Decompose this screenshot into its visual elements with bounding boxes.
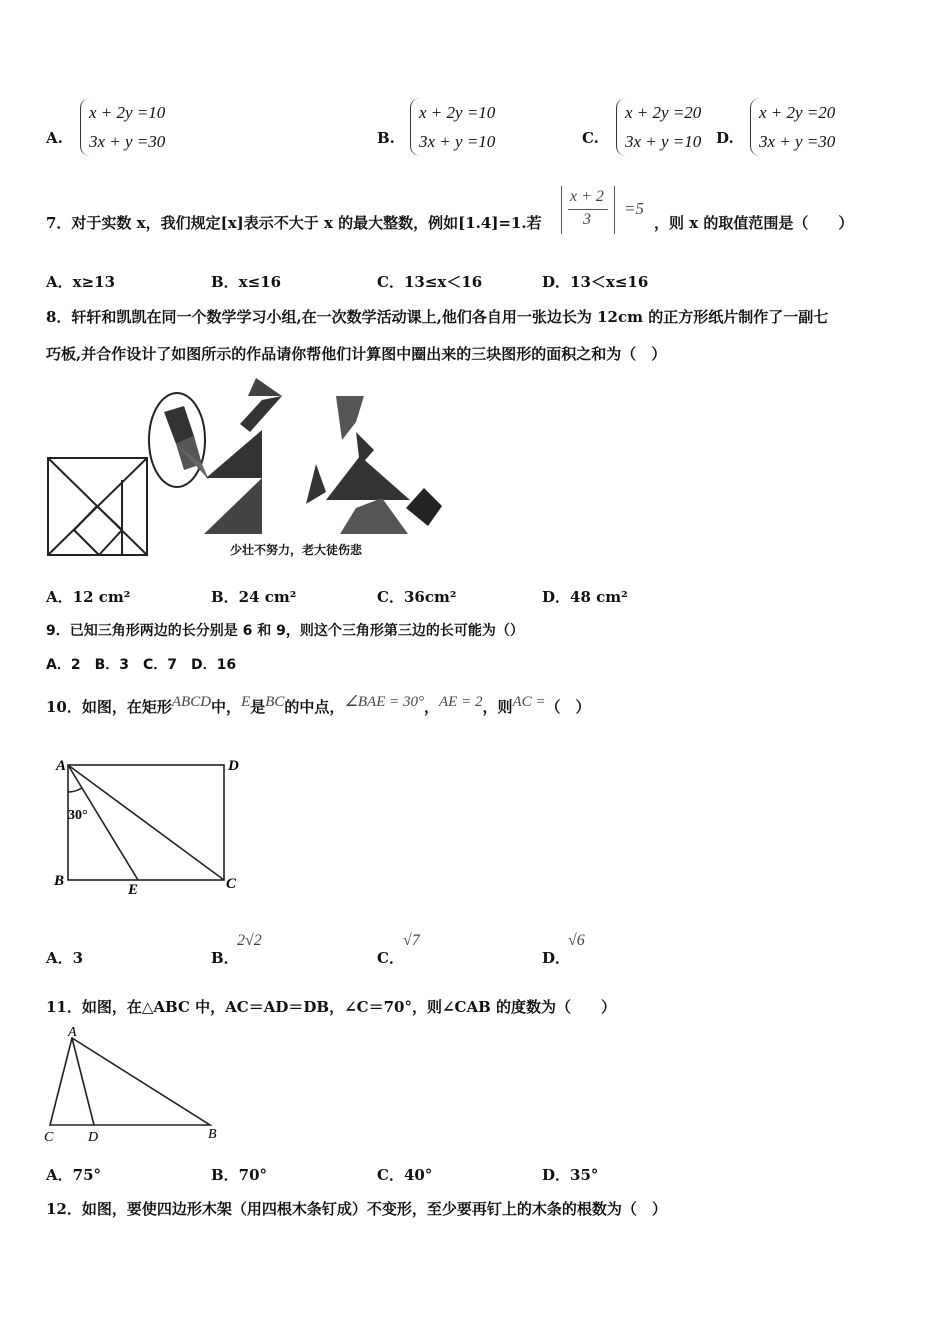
q7-option-a: A．x≥13 bbox=[46, 273, 116, 291]
tangram-piece bbox=[326, 456, 410, 500]
label-c: C bbox=[226, 876, 237, 892]
q7-equals: =5 bbox=[624, 199, 644, 218]
label-b: B bbox=[54, 873, 65, 889]
q7-text: 7．对于实数 x，我们规定[x]表示不大于 x 的最大整数，例如[1.4]=1.若 bbox=[46, 214, 542, 232]
tangram-piece bbox=[204, 478, 262, 534]
q10-math: AE = 2 bbox=[439, 694, 483, 710]
q8-option-c: C．36cm² bbox=[377, 588, 457, 606]
equation: x + 2y =20 bbox=[759, 103, 836, 122]
angle-label: 30° bbox=[68, 808, 88, 823]
q8-caption: 少壮不努力，老大徒伤悲 bbox=[230, 543, 363, 557]
tangram-piece bbox=[240, 396, 282, 432]
equation: 3x + y =10 bbox=[625, 132, 702, 151]
label-a: A bbox=[56, 758, 67, 774]
q10-option-b: B． bbox=[211, 949, 239, 967]
q8-option-d: D．48 cm² bbox=[542, 588, 628, 606]
q10-text: 10．如图，在矩形 bbox=[46, 698, 172, 716]
tangram-piece bbox=[306, 464, 326, 504]
q8-text-line1: 8．轩轩和凯凯在同一个数学学习小组,在一次数学活动课上,他们各自用一张边长为 12cm 的正方形纸片制作了一副七 bbox=[46, 308, 829, 326]
tangram-piece bbox=[248, 378, 282, 396]
q6-option-d-label: D. bbox=[716, 129, 734, 147]
q10-text: （ ） bbox=[545, 698, 591, 716]
fraction-bar bbox=[568, 209, 608, 210]
q6-option-d-system bbox=[750, 98, 835, 156]
q7-floor-bracket bbox=[561, 186, 615, 234]
q6-option-a-system bbox=[80, 98, 165, 156]
label-d: D bbox=[88, 1130, 99, 1145]
q7-frac-denominator: 3 bbox=[583, 211, 591, 228]
equation: 3x + y =30 bbox=[89, 132, 166, 151]
equation: x + 2y =20 bbox=[625, 103, 702, 122]
q10-option-b-value: 2√2 bbox=[237, 932, 262, 949]
q8-option-b: B．24 cm² bbox=[211, 588, 297, 606]
label-c: C bbox=[44, 1130, 54, 1145]
q10-text: ，则 bbox=[482, 698, 513, 716]
label-e: E bbox=[128, 882, 139, 898]
q12-text: 12．如图，要使四边形木架（用四根木条钉成）不变形，至少要再钉上的木条的根数为（ ） bbox=[46, 1200, 667, 1218]
label-a: A bbox=[68, 1025, 77, 1040]
q10-rectangle-figure bbox=[44, 752, 254, 902]
q10-math: ∠BAE = 30° bbox=[344, 694, 424, 710]
q10-option-d: D． bbox=[542, 949, 571, 967]
q10-question bbox=[46, 696, 591, 717]
q9-options: A．2 B．3 C．7 D．16 bbox=[46, 657, 237, 673]
q11-option-b: B．70° bbox=[211, 1166, 268, 1184]
equation: x + 2y =10 bbox=[89, 103, 166, 122]
q10-text: 中， bbox=[211, 698, 242, 716]
q10-option-a: A．3 bbox=[46, 949, 84, 967]
q10-text: 的中点， bbox=[284, 698, 345, 716]
q10-option-c: C． bbox=[377, 949, 404, 967]
q6-option-c-system bbox=[616, 98, 701, 156]
q11-option-a: A．75° bbox=[46, 1166, 102, 1184]
q7-option-b: B．x≤16 bbox=[211, 273, 282, 291]
q8-text-line2: 巧板,并合作设计了如图所示的作品请你帮他们计算图中圈出来的三块图形的面积之和为（ ） bbox=[46, 345, 667, 363]
q11-option-c: C．40° bbox=[377, 1166, 433, 1184]
q10-option-d-value: √6 bbox=[568, 932, 585, 949]
label-b: B bbox=[208, 1127, 217, 1142]
q7-text-after: ，则 x 的取值范围是（ ） bbox=[654, 214, 854, 232]
q10-math: BC bbox=[265, 694, 285, 710]
tangram-piece bbox=[340, 498, 408, 534]
q10-math: E bbox=[241, 694, 251, 710]
q6-option-a-label: A. bbox=[46, 129, 63, 147]
q7-frac-numerator: x + 2 bbox=[570, 188, 604, 205]
q10-math: ABCD bbox=[171, 694, 212, 710]
q8-tangram-figure bbox=[44, 372, 444, 567]
q10-math: AC = bbox=[512, 694, 546, 710]
label-d: D bbox=[228, 758, 239, 774]
q6-option-b-label: B. bbox=[377, 129, 395, 147]
q10-option-c-value: √7 bbox=[403, 932, 420, 949]
q10-text: 是 bbox=[250, 698, 266, 716]
q11-option-d: D．35° bbox=[542, 1166, 599, 1184]
q11-text: 11．如图，在△ABC 中，AC＝AD＝DB，∠C＝70°，则∠CAB 的度数为（ ） bbox=[46, 998, 617, 1016]
q10-text: ， bbox=[424, 698, 440, 716]
q9-text: 9．已知三角形两边的长分别是 6 和 9，则这个三角形第三边的长可能为（） bbox=[46, 623, 524, 639]
tangram-piece bbox=[406, 488, 442, 526]
tangram-square bbox=[48, 458, 147, 555]
q11-triangle-figure bbox=[40, 1022, 230, 1147]
q7-option-c: C．13≤x＜16 bbox=[377, 273, 483, 291]
equation: 3x + y =30 bbox=[759, 132, 836, 151]
equation: 3x + y =10 bbox=[419, 132, 496, 151]
q7-option-d: D．13＜x≤16 bbox=[542, 273, 649, 291]
tangram-piece bbox=[336, 396, 364, 440]
q8-option-a: A．12 cm² bbox=[46, 588, 131, 606]
tangram-piece bbox=[206, 430, 262, 478]
q6-option-c-label: C. bbox=[582, 129, 599, 147]
q6-option-b-system bbox=[410, 98, 495, 156]
equation: x + 2y =10 bbox=[419, 103, 496, 122]
